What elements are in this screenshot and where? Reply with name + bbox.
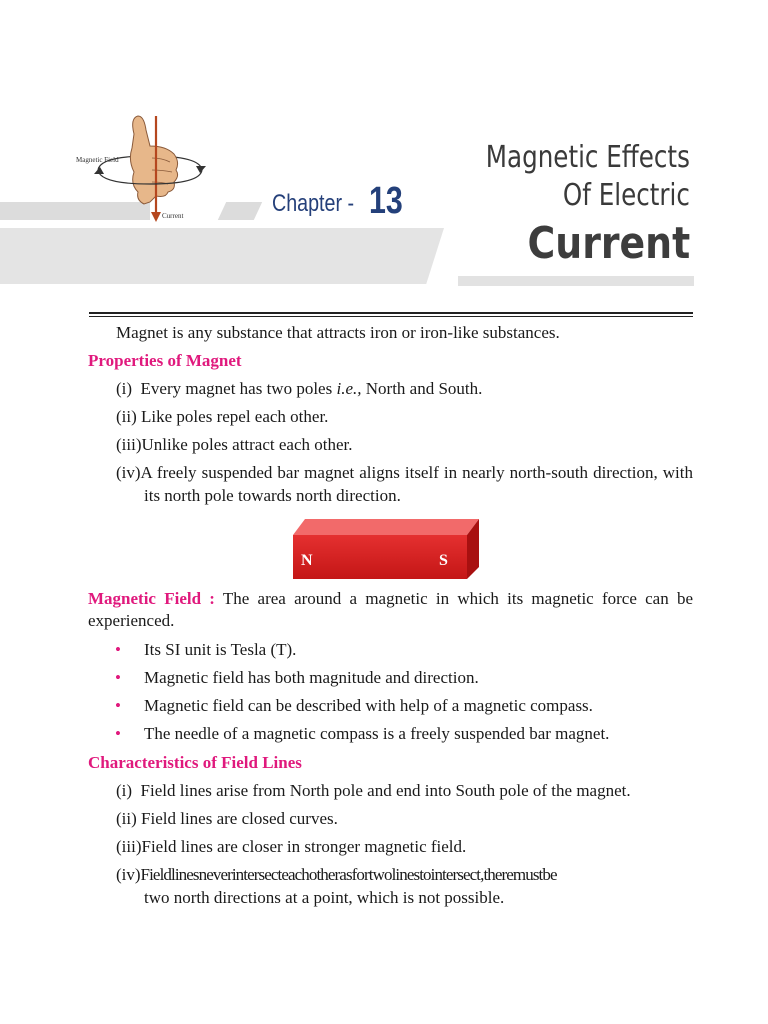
chapter-title-line1: Magnetic Effects xyxy=(485,140,690,175)
page-content xyxy=(88,319,693,912)
magnet-north-label: N xyxy=(301,552,313,569)
field-bullet-1: • Its SI unit is Tesla (T). xyxy=(115,640,297,659)
chapter-label: Chapter - xyxy=(272,190,355,217)
section-rule-bottom xyxy=(89,316,693,317)
right-hand-rule-figure xyxy=(70,112,220,230)
property-item-4: (iv)A freely suspended bar magnet aligns itself in nearly north-south direction, with its north pole towards north direction. xyxy=(116,463,693,505)
field-bullet-4: • The needle of a magnetic compass is a freely suspended bar magnet. xyxy=(115,724,610,743)
figure-label-current: Current xyxy=(162,212,184,220)
field-lines-heading: Characteristics of Field Lines xyxy=(88,753,302,772)
magnetic-field-term: Magnetic Field : xyxy=(88,589,215,608)
field-line-item-3: (iii)Field lines are closer in stronger magnetic field. xyxy=(116,837,467,856)
chapter-title-line2: Of Electric xyxy=(562,178,690,213)
intro-paragraph: Magnet is any substance that attracts iron or iron-like substances. xyxy=(116,323,560,342)
bar-magnet-figure xyxy=(88,520,693,586)
hand-shape xyxy=(130,116,177,204)
property-item-1: (i) Every magnet has two poles i.e., North and South. xyxy=(116,379,483,398)
property-item-2: (ii) Like poles repel each other. xyxy=(116,407,329,426)
figure-label-field: Magnetic Field xyxy=(76,156,119,164)
hand-illustration xyxy=(70,112,220,230)
bullet-icon: • xyxy=(115,668,121,687)
property-item-3: (iii)Unlike poles attract each other. xyxy=(116,435,353,454)
header-band-slant xyxy=(218,202,262,220)
current-arrow-icon xyxy=(151,212,161,222)
magnetic-field-definition: Magnetic Field : The area around a magnetic in which its magnetic force can be experienced. xyxy=(88,589,693,630)
field-bullet-2: • Magnetic field has both magnitude and direction. xyxy=(115,668,479,687)
field-line-item-1: (i) Field lines arise from North pole and end into South pole of the magnet. xyxy=(116,781,631,800)
field-bullet-3: • Magnetic field can be described with help of a magnetic compass. xyxy=(115,696,593,715)
magnet-south-label: S xyxy=(439,552,448,569)
bar-magnet xyxy=(293,517,483,581)
properties-heading: Properties of Magnet xyxy=(88,351,242,370)
header-band-right xyxy=(458,276,694,286)
header-band-main xyxy=(0,228,444,284)
chapter-title-line3: Current xyxy=(527,218,690,269)
section-rule-top xyxy=(89,312,693,314)
magnet-top-face xyxy=(293,519,479,535)
bullet-icon: • xyxy=(115,640,121,659)
bullet-icon: • xyxy=(115,696,121,715)
field-line-item-4: (iv)Fieldlinesneverintersecteachotherasfortwolinestointersect,theremustbe two north directions at a point, which is not possible. xyxy=(116,865,557,907)
chapter-number: 13 xyxy=(369,180,403,222)
field-line-item-2: (ii) Field lines are closed curves. xyxy=(116,809,338,828)
bullet-icon: • xyxy=(115,724,121,743)
